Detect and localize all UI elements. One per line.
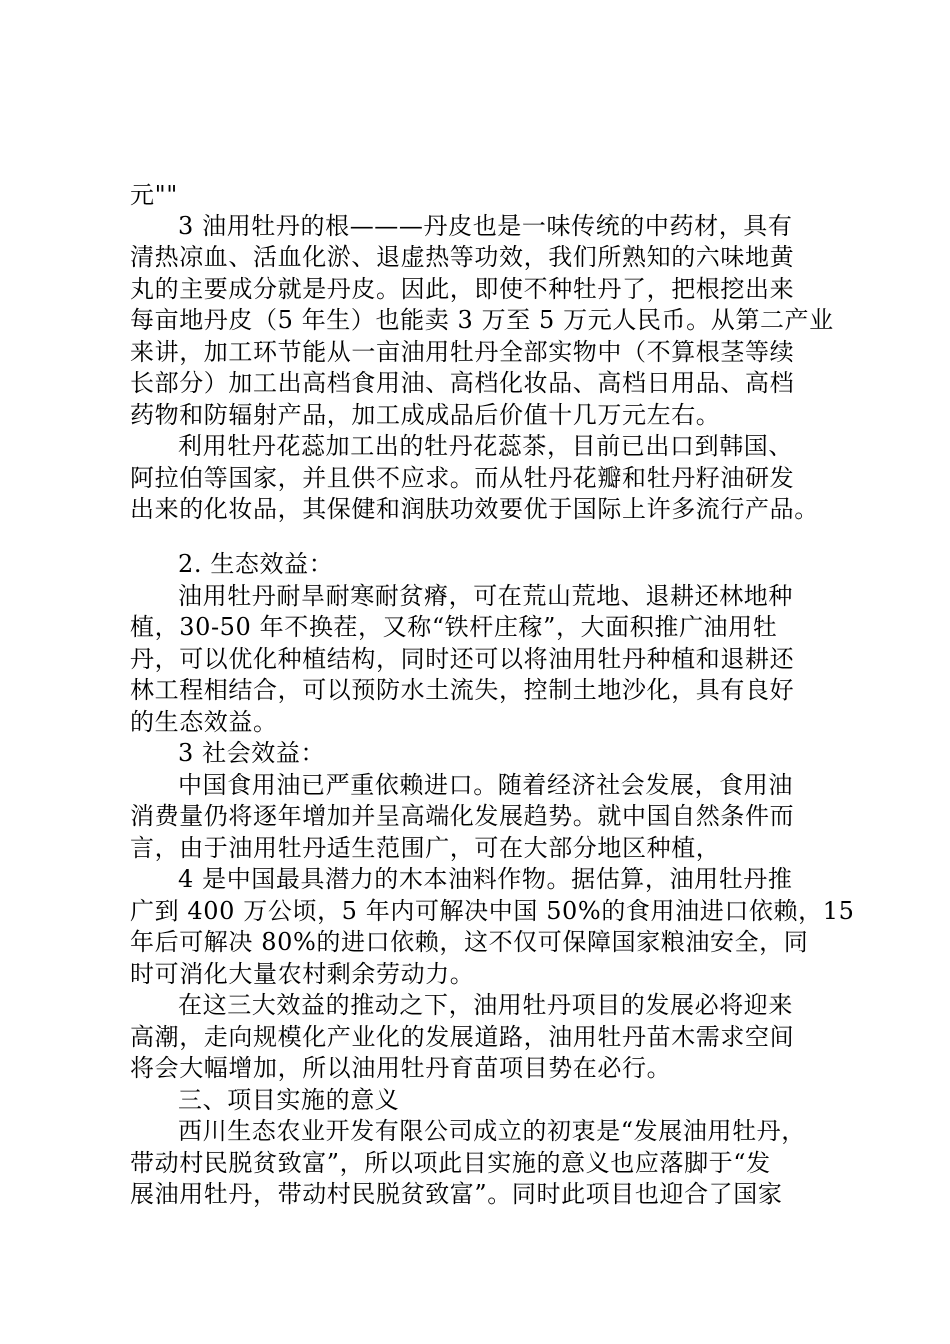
text-line: 清热凉血、活血化淤、退虚热等功效，我们所熟知的六味地黄 <box>130 243 795 271</box>
text-line: 中国食用油已严重依赖进口。随着经济社会发展，食用油 <box>178 771 793 799</box>
text-line: 每亩地丹皮（5 年生）也能卖 3 万至 5 万元人民币。从第二产业 <box>130 306 834 334</box>
text-line: 出来的化妆品，其保健和润肤功效要优于国际上许多流行产品。 <box>130 495 819 523</box>
text-line: 3 油用牡丹的根———丹皮也是一味传统的中药材，具有 <box>178 212 793 240</box>
text-line: 利用牡丹花蕊加工出的牡丹花蕊茶，目前已出口到韩国、 <box>178 432 793 460</box>
text-line: 来讲，加工环节能从一亩油用牡丹全部实物中（不算根茎等续 <box>130 338 795 366</box>
text-line: 展油用牡丹，带动村民脱贫致富”。同时此项目也迎合了国家 <box>130 1180 783 1208</box>
text-line: 带动村民脱贫致富”，所以项此目实施的意义也应落脚于“发 <box>130 1149 771 1177</box>
text-line: 消费量仍将逐年增加并呈高端化发展趋势。就中国自然条件而 <box>130 802 795 830</box>
text-line: 林工程相结合，可以预防水土流失，控制土地沙化，具有良好 <box>130 676 795 704</box>
text-line: 阿拉伯等国家，并且供不应求。而从牡丹花瓣和牡丹籽油研发 <box>130 464 795 492</box>
text-line: 丹，可以优化种植结构，同时还可以将油用牡丹种植和退耕还 <box>130 645 795 673</box>
text-line: 药物和防辐射产品，加工成成品后价值十几万元左右。 <box>130 401 721 429</box>
text-line: 长部分）加工出高档食用油、高档化妆品、高档日用品、高档 <box>130 369 795 397</box>
text-line: 油用牡丹耐旱耐寒耐贫瘠，可在荒山荒地、退耕还林地种 <box>178 582 793 610</box>
text-line: 4 是中国最具潜力的木本油料作物。据估算，油用牡丹推 <box>178 865 793 893</box>
text-line: 高潮，走向规模化产业化的发展道路，油用牡丹苗木需求空间 <box>130 1023 795 1051</box>
text-line: 丸的主要成分就是丹皮。因此，即使不种牡丹了，把根挖出来 <box>130 275 795 303</box>
text-line: 时可消化大量农村剩余劳动力。 <box>130 960 475 988</box>
text-line: 在这三大效益的推动之下，油用牡丹项目的发展必将迎来 <box>178 991 793 1019</box>
text-line: 的生态效益。 <box>130 708 278 736</box>
text-line: 广到 400 万公顷，5 年内可解决中国 50%的食用油进口依赖，15 <box>130 897 855 925</box>
text-line: 植，30-50 年不换茬，又称“铁杆庄稼”，大面积推广油用牡 <box>130 613 778 641</box>
text-line: 元"" <box>130 181 178 209</box>
section-heading: 2. 生态效益： <box>178 550 334 578</box>
text-line: 言，由于油用牡丹适生范围广，可在大部分地区种植， <box>130 834 721 862</box>
section-heading: 3 社会效益： <box>178 739 326 767</box>
text-line: 年后可解决 80%的进口依赖，这不仅可保障国家粮油安全，同 <box>130 928 809 956</box>
section-heading: 三、项目实施的意义 <box>178 1086 400 1114</box>
text-line: 将会大幅增加，所以油用牡丹育苗项目势在必行。 <box>130 1054 672 1082</box>
text-line: 西川生态农业开发有限公司成立的初衷是“发展油用牡丹， <box>178 1117 806 1145</box>
